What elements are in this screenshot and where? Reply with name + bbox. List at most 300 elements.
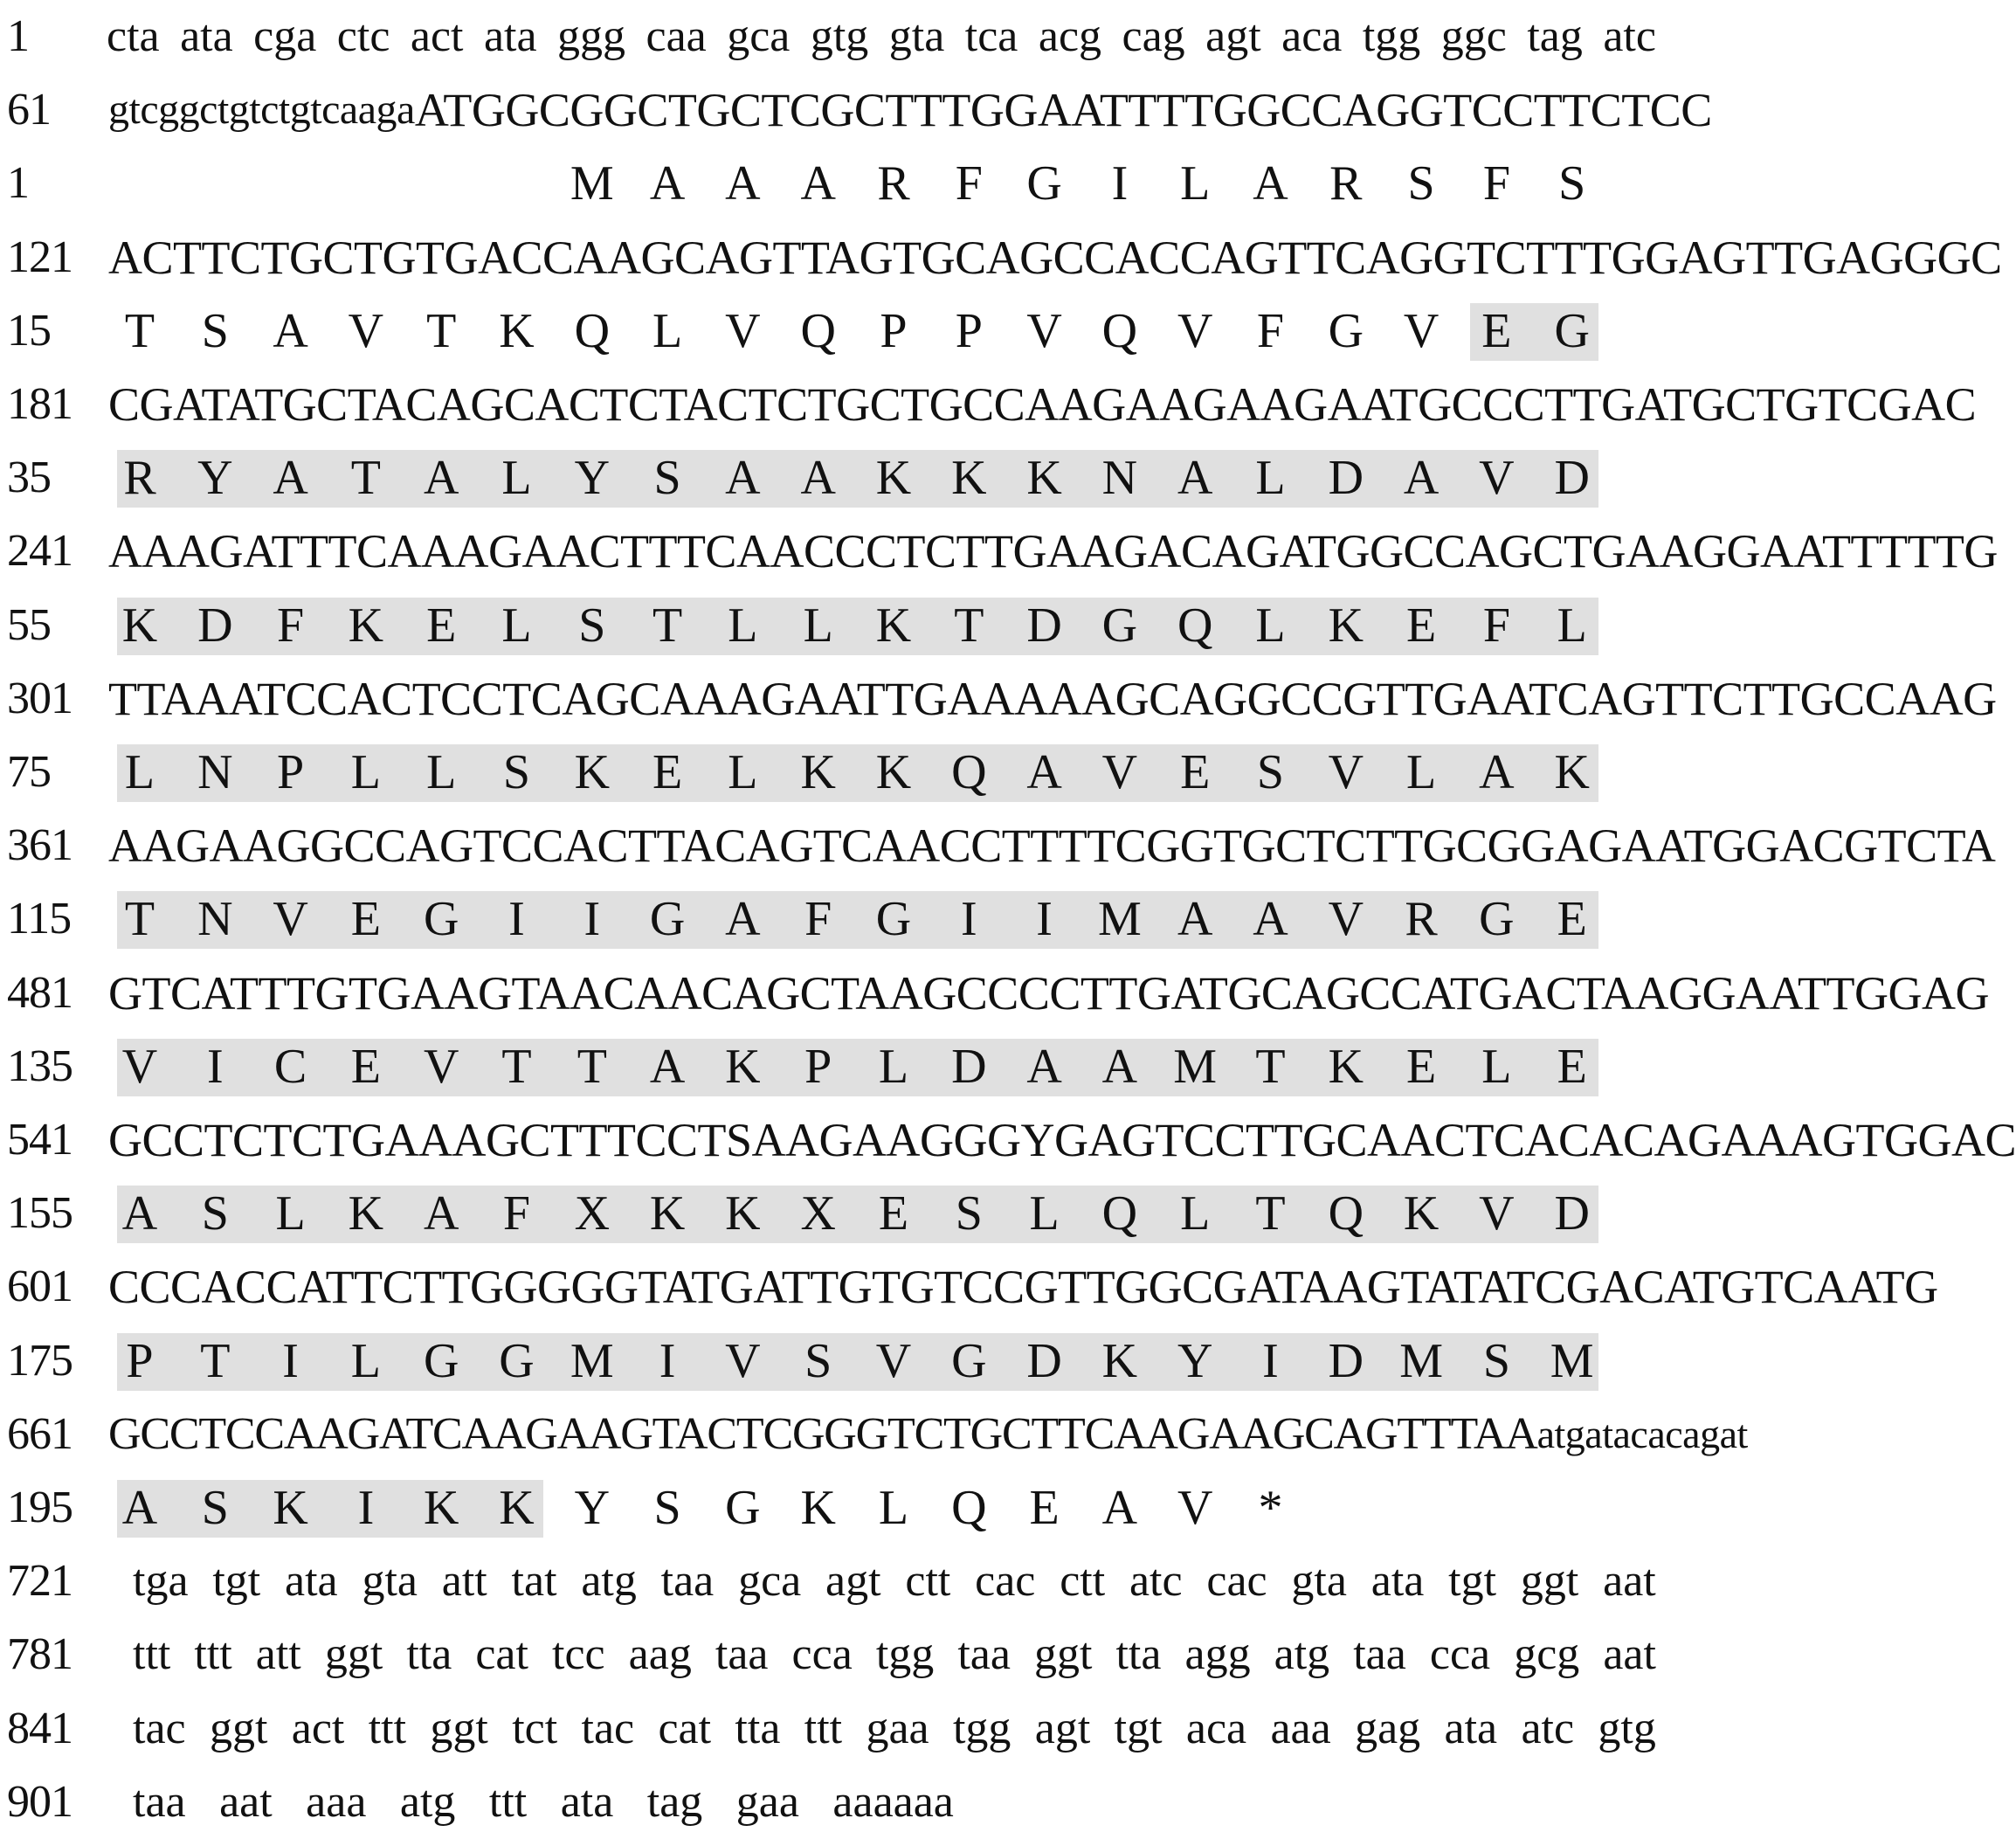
codon: agt xyxy=(1034,1703,1091,1753)
codon: ggt xyxy=(1520,1556,1579,1607)
amino-acid: K xyxy=(499,1481,535,1535)
amino-acid: Q xyxy=(951,745,987,799)
line-number: 35 xyxy=(7,453,51,503)
amino-acid: L xyxy=(1180,1186,1211,1241)
line-number: 481 xyxy=(7,967,72,1018)
amino-acid: T xyxy=(501,1039,532,1094)
amino-acid: L xyxy=(803,598,833,653)
amino-acid: S xyxy=(502,745,531,799)
amino-acid: L xyxy=(728,598,758,653)
codon: aat xyxy=(1603,1629,1656,1680)
codon: tgt xyxy=(1114,1703,1163,1753)
codon: ctc xyxy=(336,11,390,61)
amino-acid: Q xyxy=(574,303,611,358)
codon: taa xyxy=(133,1776,186,1827)
line-number: 55 xyxy=(7,599,51,650)
codon: ata xyxy=(483,11,537,61)
amino-acid: L xyxy=(426,745,457,799)
line-number: 781 xyxy=(7,1629,72,1680)
amino-acid: F xyxy=(1482,156,1510,211)
amino-acid: A xyxy=(725,451,761,506)
amino-acid: A xyxy=(725,892,761,947)
amino-acid: L xyxy=(1255,451,1286,506)
amino-acid: N xyxy=(197,892,233,947)
codon-sequence xyxy=(107,0,1656,73)
codon: gtg xyxy=(1598,1703,1656,1753)
codon: ggc xyxy=(158,86,217,134)
amino-acid: S xyxy=(1407,156,1435,211)
amino-acid: A xyxy=(121,1481,158,1535)
nucleotide-line xyxy=(0,73,1712,147)
utr-nucleotides: atgata xyxy=(1536,1411,1631,1456)
amino-acid: L xyxy=(350,745,381,799)
line-number: 661 xyxy=(7,1408,72,1459)
orf-nucleotides: ATGGCGGCTGCTCGCTTTGGAATTTTGGCCAGGTCCTTCTCC xyxy=(414,84,1712,137)
amino-acid: Q xyxy=(1101,1186,1138,1241)
amino-acid: Q xyxy=(1177,598,1213,653)
amino-acid: P xyxy=(277,745,305,799)
amino-acid: G xyxy=(951,1333,987,1388)
codon: agt xyxy=(825,1556,881,1607)
amino-acid: X xyxy=(574,1186,611,1241)
amino-acid: T xyxy=(576,1039,607,1094)
codon: ata xyxy=(1370,1556,1425,1607)
amino-acid: S xyxy=(653,451,681,506)
amino-acid: T xyxy=(200,1333,231,1388)
codon: taa xyxy=(957,1629,1011,1680)
codon: gca xyxy=(738,1556,802,1607)
amino-acid: V xyxy=(1026,303,1062,358)
nucleotide-line xyxy=(0,221,2002,294)
codon: aaa xyxy=(1270,1703,1331,1753)
amino-acid: L xyxy=(728,745,758,799)
amino-acid: G xyxy=(423,892,459,947)
amino-acid: S xyxy=(653,1481,681,1535)
amino-acid: K xyxy=(499,303,535,358)
line-number: 1 xyxy=(7,158,29,209)
codon: atg xyxy=(1274,1629,1330,1680)
amino-acid: N xyxy=(197,745,233,799)
amino-acid: V xyxy=(1479,451,1515,506)
line-number: 195 xyxy=(7,1483,72,1532)
amino-acid: D xyxy=(1554,451,1590,506)
amino-acid: T xyxy=(124,303,155,358)
codon: taa xyxy=(715,1629,769,1680)
orf-nucleotides: ACTTCTGCTGTGACCAAGCAGTTAGTGCAGCCACCAGTTCAGGTCTTTGGAGTTGAGGGC xyxy=(108,231,2002,284)
codon: gaa xyxy=(866,1703,929,1753)
amino-acid: E xyxy=(1405,598,1437,653)
amino-acid: G xyxy=(1479,892,1515,947)
amino-acid: P xyxy=(955,303,983,358)
protein-line xyxy=(0,1177,1661,1250)
nucleotide-line xyxy=(0,809,1996,882)
amino-acid: V xyxy=(1479,1186,1515,1241)
amino-acid: M xyxy=(1550,1333,1594,1388)
codon: ttt xyxy=(368,1703,407,1753)
amino-acid: V xyxy=(725,303,761,358)
orf-nucleotides: GCCTCTCTGAAAGCTTTCCTSAAGAAGGGYGAGTCCTTGCAACTCACACAGAAAGTGGAC xyxy=(108,1114,2016,1166)
amino-acid: I xyxy=(960,892,977,947)
amino-acid: A xyxy=(1253,892,1288,947)
codon: tta xyxy=(406,1629,452,1680)
nucleotide-line xyxy=(0,1766,1661,1839)
coding-sequence xyxy=(108,662,1997,736)
amino-acid: A xyxy=(1101,1039,1138,1094)
amino-acid: E xyxy=(426,598,457,653)
codon: aaaaaa xyxy=(832,1776,954,1827)
codon: ggt xyxy=(1033,1629,1093,1680)
amino-acid: I xyxy=(659,1333,676,1388)
amino-acid: I xyxy=(357,1481,375,1535)
line-number: 175 xyxy=(7,1335,72,1386)
amino-acid: V xyxy=(121,1039,158,1094)
nucleotide-line xyxy=(0,515,1998,588)
amino-acid: K xyxy=(725,1186,761,1241)
amino-acid: E xyxy=(1405,1039,1437,1094)
amino-acid: L xyxy=(1405,745,1437,799)
amino-acid: E xyxy=(350,892,381,947)
amino-acid: L xyxy=(1255,598,1286,653)
nucleotide-line xyxy=(0,1545,1661,1618)
line-number: 901 xyxy=(7,1776,72,1827)
codon: agg xyxy=(1184,1629,1251,1680)
coding-sequence xyxy=(108,368,1977,441)
coding-sequence xyxy=(108,957,1989,1030)
amino-acid: A xyxy=(1177,451,1213,506)
codon: ctg xyxy=(260,86,311,134)
codon: aaa xyxy=(306,1776,367,1827)
amino-acid: S xyxy=(201,1481,229,1535)
amino-acid: E xyxy=(1180,745,1211,799)
codon: caa xyxy=(646,11,707,61)
codon: atc xyxy=(1129,1556,1183,1607)
amino-acid: K xyxy=(423,1481,459,1535)
nucleotide-line xyxy=(0,1398,1748,1471)
amino-acid: A xyxy=(1026,745,1062,799)
protein-line xyxy=(0,1471,1661,1545)
protein-line xyxy=(0,736,1661,809)
amino-acid: K xyxy=(1101,1333,1138,1388)
line-number: 115 xyxy=(7,894,72,944)
codon: cat xyxy=(658,1703,712,1753)
protein-line xyxy=(0,589,1661,662)
codon: ttt xyxy=(488,1776,528,1827)
codon: tgt xyxy=(212,1556,261,1607)
amino-acid: V xyxy=(1328,892,1364,947)
codon-sequence xyxy=(133,1545,1656,1618)
amino-acid: T xyxy=(1255,1039,1286,1094)
amino-acid: A xyxy=(1177,892,1213,947)
codon: ata xyxy=(285,1556,338,1607)
line-number: 61 xyxy=(7,85,51,135)
amino-acid: E xyxy=(1557,892,1587,947)
amino-acid: L xyxy=(1481,1039,1512,1094)
line-number: 1 xyxy=(7,11,29,61)
amino-acid: S xyxy=(804,1333,832,1388)
amino-acid: I xyxy=(282,1333,299,1388)
amino-acid: L xyxy=(652,303,683,358)
codon: tca xyxy=(964,11,1018,61)
amino-acid: F xyxy=(277,598,305,653)
coding-sequence xyxy=(108,1103,2016,1177)
amino-acid: N xyxy=(1101,451,1138,506)
nucleotide-line xyxy=(0,1250,1938,1324)
codon: tgt xyxy=(217,86,261,134)
amino-acid: K xyxy=(649,1186,686,1241)
amino-acid: K xyxy=(1328,598,1364,653)
codon: att xyxy=(441,1556,487,1607)
line-number: 301 xyxy=(7,673,72,723)
coding-sequence xyxy=(108,809,1996,882)
codon: aga xyxy=(357,86,415,134)
amino-acid: G xyxy=(423,1333,459,1388)
amino-acid: V xyxy=(1328,745,1364,799)
codon: ata xyxy=(180,11,233,61)
codon: gta xyxy=(888,11,945,61)
codon: atg xyxy=(581,1556,637,1607)
orf-nucleotides: GCCTCCAAGATCAAGAAGTACTCGGGTCTGCTTCAAGAAGCAGTTTAA xyxy=(108,1408,1537,1459)
nucleotide-line xyxy=(0,0,1661,73)
amino-acid: F xyxy=(804,892,832,947)
codon: ttt xyxy=(194,1629,232,1680)
amino-acid: * xyxy=(1258,1481,1283,1535)
amino-acid: T xyxy=(124,892,155,947)
codon: taa xyxy=(1353,1629,1406,1680)
codon: gta xyxy=(362,1556,418,1607)
amino-acid: L xyxy=(275,1186,306,1241)
codon: ctt xyxy=(905,1556,951,1607)
amino-acid: K xyxy=(875,598,912,653)
line-number: 361 xyxy=(7,820,72,871)
codon: gag xyxy=(1355,1703,1421,1753)
codon: gtg xyxy=(810,11,869,61)
amino-acid: Y xyxy=(574,451,611,506)
amino-acid: D xyxy=(1026,598,1062,653)
amino-acid: L xyxy=(501,598,532,653)
amino-acid: K xyxy=(574,745,611,799)
amino-acid: K xyxy=(800,1481,836,1535)
orf-nucleotides: TTAAATCCACTCCTCAGCAAAGAATTGAAAAAGCAGGCCGTTGAATCAGTTCTTGCCAAG xyxy=(108,672,1997,725)
codon: gta xyxy=(1291,1556,1347,1607)
codon: tac xyxy=(133,1703,186,1753)
amino-acid: K xyxy=(1328,1039,1364,1094)
codon: atc xyxy=(1521,1703,1575,1753)
amino-acid: M xyxy=(1097,892,1142,947)
amino-acid: D xyxy=(197,598,233,653)
nucleotide-line xyxy=(0,662,1997,736)
amino-acid: M xyxy=(570,1333,614,1388)
amino-acid: G xyxy=(649,892,686,947)
amino-acid: L xyxy=(878,1039,909,1094)
codon: ggt xyxy=(324,1629,383,1680)
amino-acid: G xyxy=(1026,156,1062,211)
amino-acid: Q xyxy=(800,303,836,358)
codon: aat xyxy=(219,1776,273,1827)
amino-acid: V xyxy=(725,1333,761,1388)
codon: tga xyxy=(133,1556,189,1607)
amino-acid: A xyxy=(1026,1039,1062,1094)
orf-nucleotides: CGATATGCTACAGCACTCTACTCTGCTGCCAAGAAGAAGAATGCCCTTGATGCTGTCGAC xyxy=(108,378,1977,431)
codon: ata xyxy=(560,1776,614,1827)
line-number: 841 xyxy=(7,1703,72,1753)
amino-acid: K xyxy=(951,451,987,506)
codon: tct xyxy=(512,1703,558,1753)
protein-line xyxy=(0,882,1661,956)
amino-acid: D xyxy=(1328,1333,1364,1388)
line-number: 541 xyxy=(7,1115,72,1165)
nucleotide-line xyxy=(0,1692,1661,1766)
amino-acid: A xyxy=(649,1039,686,1094)
amino-acid: L xyxy=(1557,598,1587,653)
nucleotide-line xyxy=(0,957,1989,1030)
amino-acid: A xyxy=(1253,156,1288,211)
amino-acid: S xyxy=(201,303,229,358)
amino-acid: I xyxy=(1036,892,1053,947)
amino-acid: A xyxy=(800,156,836,211)
codon: cta xyxy=(107,11,160,61)
codon: ggt xyxy=(430,1703,488,1753)
amino-acid: L xyxy=(1180,156,1211,211)
amino-acid: V xyxy=(423,1039,459,1094)
amino-acid: S xyxy=(1256,745,1285,799)
amino-acid: D xyxy=(951,1039,987,1094)
amino-acid: F xyxy=(1256,303,1285,358)
codon: tag xyxy=(646,1776,703,1827)
amino-acid: Q xyxy=(1101,303,1138,358)
codon: act xyxy=(291,1703,345,1753)
protein-line xyxy=(0,147,1661,220)
orf-nucleotides: GTCATTTGTGAAGTAACAACAGCTAAGCCCCTTGATGCAGCCATGACTAAGGAATTGGAG xyxy=(108,966,1989,1020)
amino-acid: E xyxy=(652,745,683,799)
amino-acid: V xyxy=(1177,1481,1213,1535)
codon: tta xyxy=(1115,1629,1162,1680)
amino-acid: M xyxy=(1173,1039,1218,1094)
amino-acid: F xyxy=(955,156,983,211)
amino-acid: L xyxy=(124,745,155,799)
amino-acid: L xyxy=(350,1333,381,1388)
amino-acid: L xyxy=(1029,1186,1060,1241)
amino-acid: R xyxy=(1329,156,1363,211)
amino-acid: Y xyxy=(197,451,233,506)
amino-acid: V xyxy=(1403,303,1440,358)
codon: aca xyxy=(1185,1703,1247,1753)
coding-sequence xyxy=(108,515,1998,588)
codon: cag xyxy=(1122,11,1185,61)
amino-acid: F xyxy=(502,1186,531,1241)
codon: gca xyxy=(727,11,791,61)
line-number: 721 xyxy=(7,1556,72,1607)
amino-acid: X xyxy=(800,1186,836,1241)
codon: cca xyxy=(1429,1629,1491,1680)
codon: aat xyxy=(1603,1556,1656,1607)
codon: att xyxy=(255,1629,301,1680)
amino-acid: V xyxy=(875,1333,912,1388)
codon: agt xyxy=(1205,11,1261,61)
line-number: 601 xyxy=(7,1262,72,1312)
line-number: 181 xyxy=(7,379,72,429)
amino-acid: K xyxy=(348,598,384,653)
amino-acid: K xyxy=(1026,451,1062,506)
line-number: 75 xyxy=(7,747,51,797)
codon: tta xyxy=(735,1703,781,1753)
codon: tgg xyxy=(1362,11,1421,61)
line-number: 15 xyxy=(7,305,51,356)
amino-acid: E xyxy=(1557,1039,1587,1094)
amino-acid: Q xyxy=(1328,1186,1364,1241)
codon: tgg xyxy=(875,1629,935,1680)
protein-line xyxy=(0,1324,1661,1398)
amino-acid: M xyxy=(1399,1333,1443,1388)
amino-acid: G xyxy=(1554,303,1590,358)
codon: ata xyxy=(1444,1703,1498,1753)
codon-sequence xyxy=(133,1692,1656,1766)
amino-acid: Y xyxy=(1177,1333,1213,1388)
codon: atc xyxy=(1603,11,1656,61)
codon: aca xyxy=(1281,11,1343,61)
utr-nucleotides: cacagat xyxy=(1630,1411,1748,1456)
codon-sequence xyxy=(133,1766,954,1839)
amino-acid: A xyxy=(121,1186,158,1241)
codon: ggg xyxy=(557,11,626,61)
amino-acid: P xyxy=(804,1039,832,1094)
coding-sequence xyxy=(108,73,1712,147)
amino-acid: G xyxy=(499,1333,535,1388)
amino-acid: A xyxy=(649,156,686,211)
codon: cac xyxy=(1206,1556,1267,1607)
domain-highlight xyxy=(117,1480,543,1538)
amino-acid: K xyxy=(1403,1186,1440,1241)
line-number: 135 xyxy=(7,1040,72,1091)
amino-acid: D xyxy=(1554,1186,1590,1241)
protein-line xyxy=(0,294,1661,368)
amino-acid: C xyxy=(273,1039,307,1094)
amino-acid: V xyxy=(1177,303,1213,358)
amino-acid: A xyxy=(273,451,308,506)
codon: cga xyxy=(253,11,317,61)
codon: tgt xyxy=(1448,1556,1497,1607)
codon: taa xyxy=(660,1556,715,1607)
codon: tag xyxy=(1527,11,1583,61)
amino-acid: S xyxy=(955,1186,983,1241)
amino-acid: R xyxy=(1405,892,1438,947)
amino-acid: A xyxy=(1101,1481,1138,1535)
amino-acid: K xyxy=(121,598,158,653)
amino-acid: D xyxy=(1328,451,1364,506)
codon: tgg xyxy=(952,1703,1011,1753)
codon: tat xyxy=(511,1556,557,1607)
amino-acid: I xyxy=(206,1039,224,1094)
amino-acid: A xyxy=(1403,451,1440,506)
amino-acid: P xyxy=(126,1333,154,1388)
amino-acid: T xyxy=(1255,1186,1286,1241)
codon: tca xyxy=(310,86,358,134)
line-number: 155 xyxy=(7,1188,72,1239)
amino-acid: A xyxy=(1479,745,1515,799)
amino-acid: T xyxy=(652,598,683,653)
orf-nucleotides: AAGAAGGCCAGTCCACTTACAGTCAACCTTTTCGGTGCTCTTGCGGAGAATGGACGTCTA xyxy=(108,819,1996,873)
amino-acid: E xyxy=(1029,1481,1060,1535)
amino-acid: G xyxy=(875,892,912,947)
amino-acid: G xyxy=(1328,303,1364,358)
codon: tcc xyxy=(552,1629,605,1680)
nucleotide-line xyxy=(0,368,1977,441)
amino-acid: V xyxy=(1101,745,1138,799)
codon: ggt xyxy=(209,1703,268,1753)
amino-acid: E xyxy=(350,1039,381,1094)
codon: tac xyxy=(581,1703,635,1753)
amino-acid: A xyxy=(725,156,761,211)
codon: aag xyxy=(628,1629,692,1680)
